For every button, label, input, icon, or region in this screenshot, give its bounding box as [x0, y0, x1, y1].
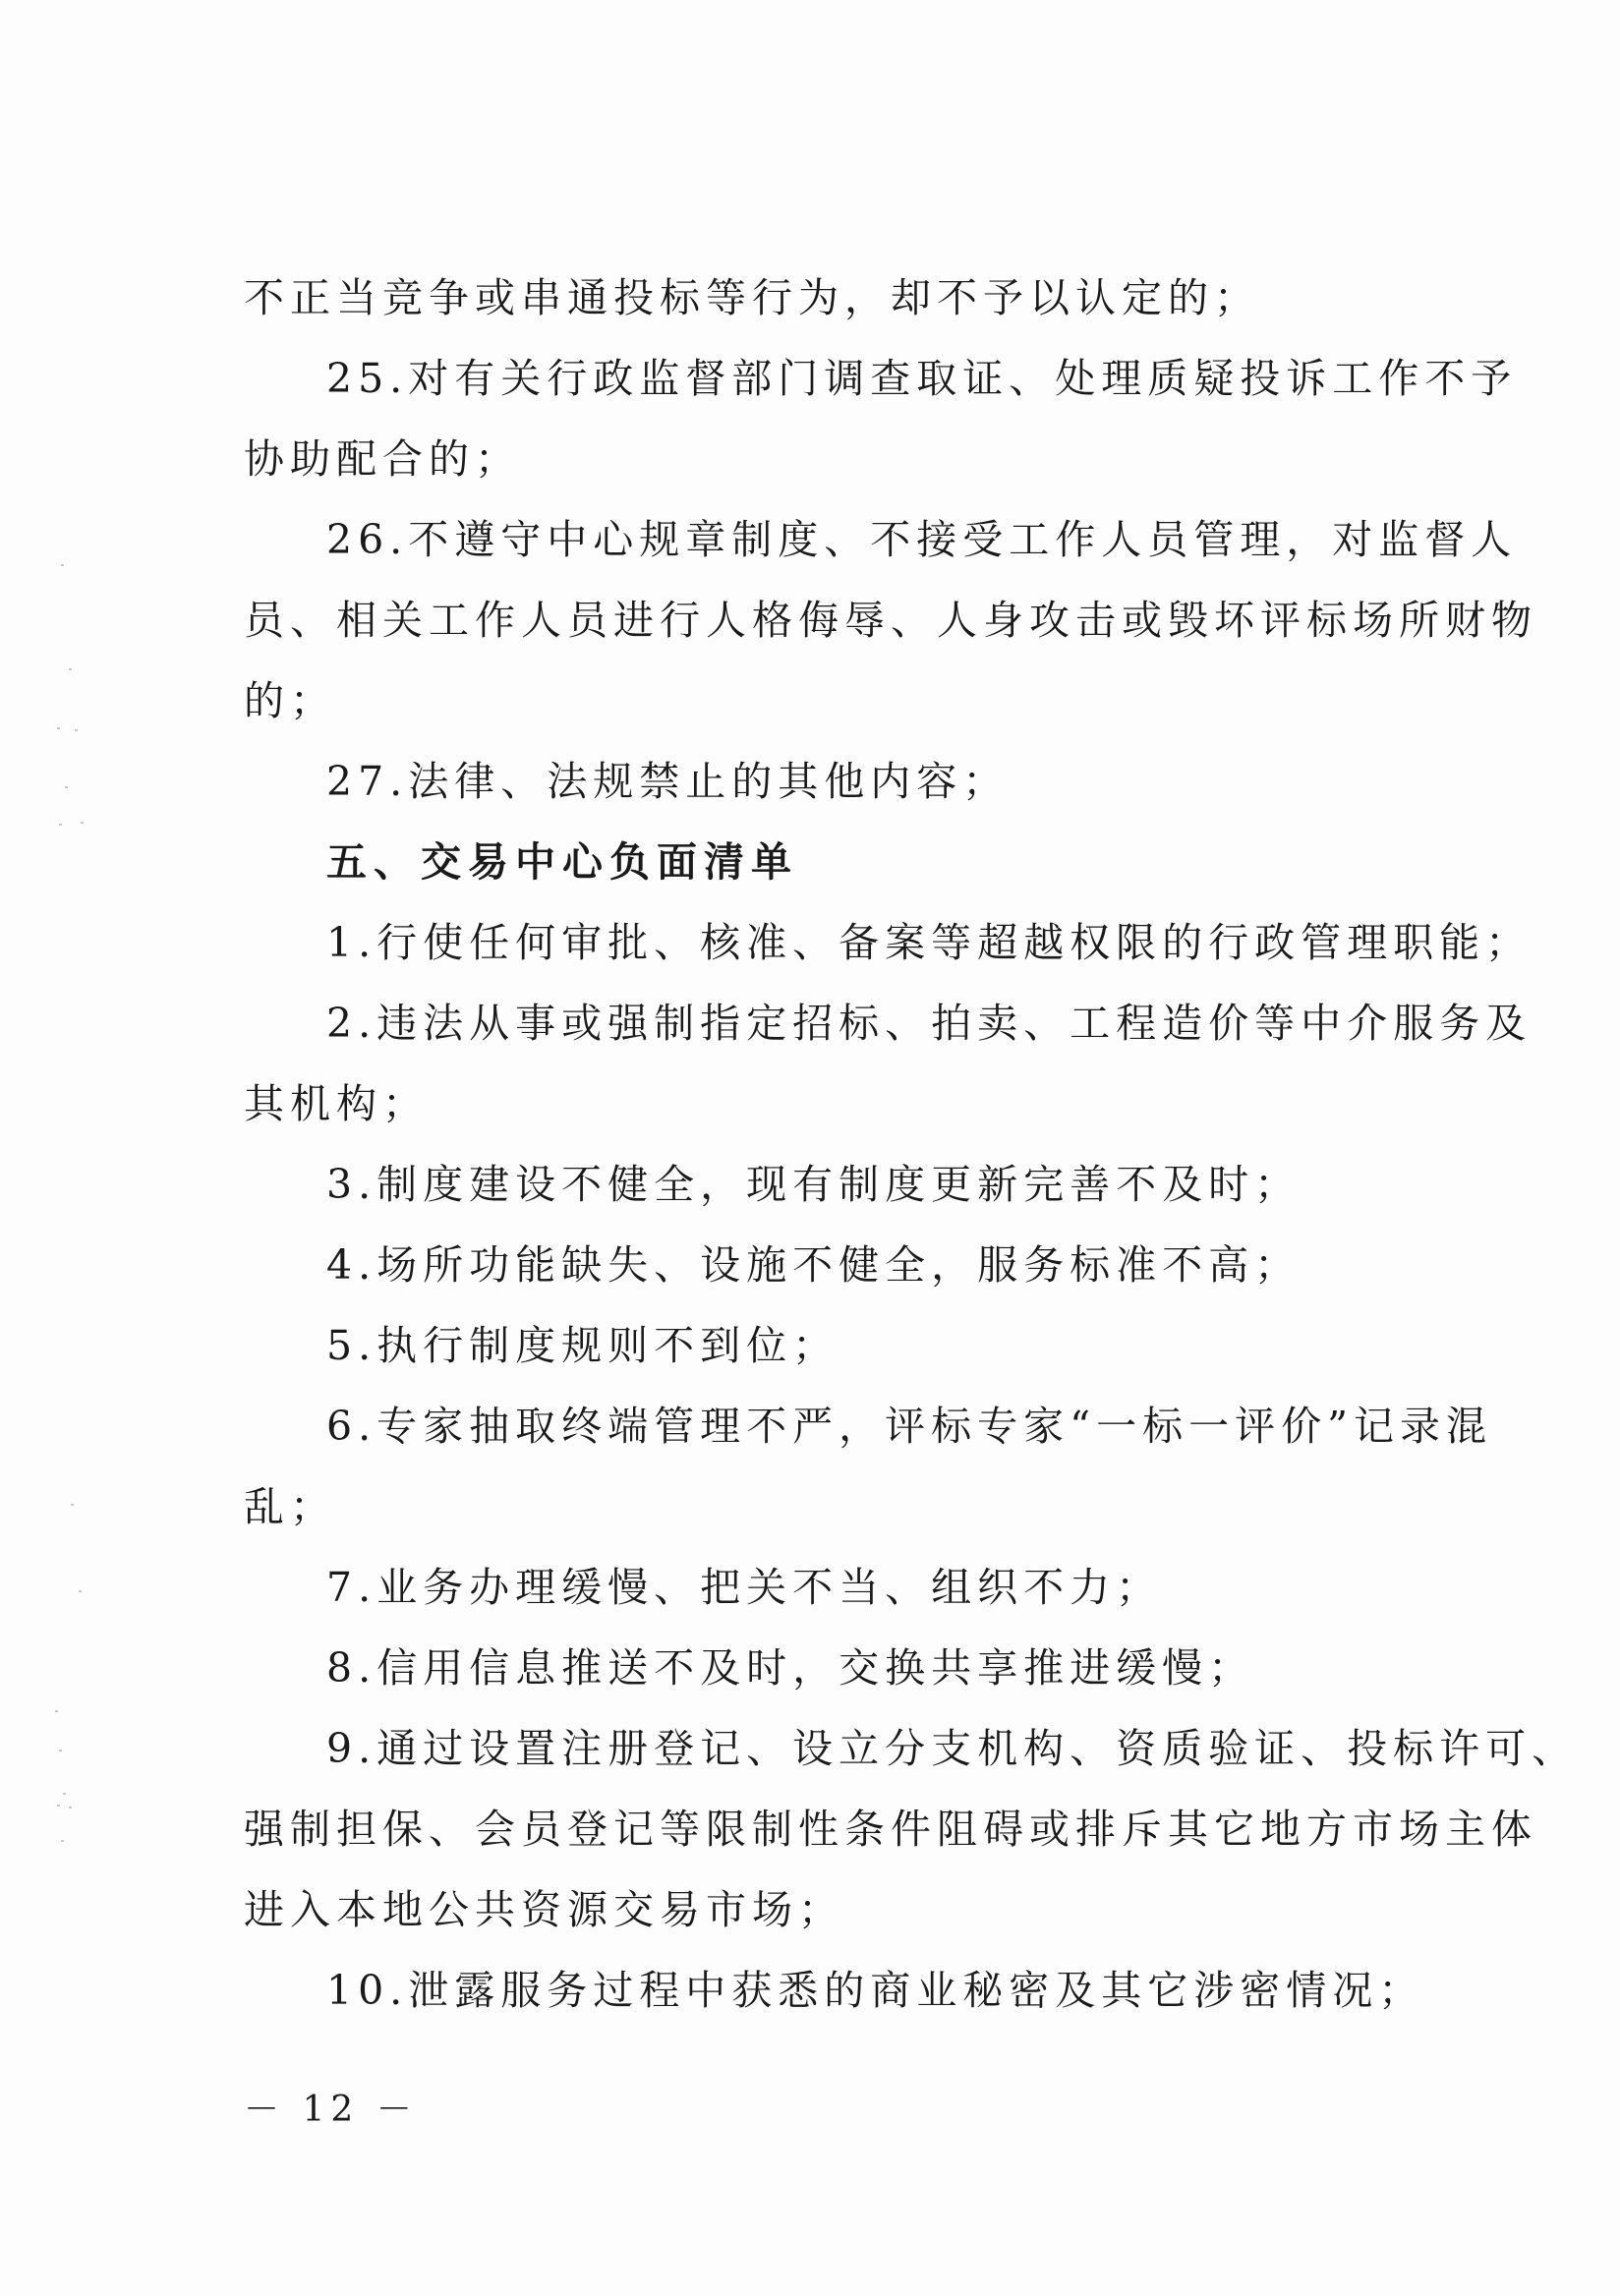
- text-line: 2.违法从事或强制指定招标、拍卖、工程造价等中介服务及: [326, 1000, 1533, 1047]
- text-line: 6.专家抽取终端管理不严，评标专家“一标一评价”记录混: [326, 1403, 1493, 1450]
- text-line: 5.执行制度规则不到位；: [326, 1322, 839, 1369]
- text-line: 26.不遵守中心规章制度、不接受工作人员管理，对监督人: [326, 516, 1518, 563]
- text-line: 8.信用信息推送不及时，交换共享推进缓慢；: [326, 1644, 1255, 1692]
- text-line: 协助配合的；: [244, 435, 521, 483]
- text-line: 强制担保、会员登记等限制性条件阻碍或排斥其它地方市场主体: [244, 1806, 1537, 1853]
- text-line: 进入本地公共资源交易市场；: [244, 1886, 844, 1933]
- text-line: 3.制度建设不健全，现有制度更新完善不及时；: [326, 1161, 1302, 1208]
- text-line: 4.场所功能缺失、设施不健全，服务标准不高；: [326, 1241, 1302, 1289]
- text-line: 1.行使任何审批、核准、备案等超越权限的行政管理职能；: [326, 919, 1533, 966]
- text-line: 7.业务办理缓慢、把关不当、组织不力；: [326, 1564, 1163, 1611]
- text-line: 9.通过设置注册登记、设立分支机构、资质验证、投标许可、: [326, 1725, 1579, 1772]
- text-line: 不正当竞争或串通投标等行为，却不予以认定的；: [244, 274, 1260, 321]
- page-number: － 12 －: [244, 2090, 418, 2130]
- text-line: 乱；: [244, 1483, 336, 1530]
- text-line: 其机构；: [244, 1080, 429, 1127]
- text-line: 员、相关工作人员进行人格侮辱、人身攻击或毁坏评标场所财物: [244, 597, 1537, 644]
- text-line: 27.法律、法规禁止的其他内容；: [326, 758, 1010, 805]
- text-line: 的；: [244, 677, 336, 724]
- document-body: [244, 258, 1579, 2031]
- text-line: 10.泄露服务过程中获悉的商业秘密及其它涉密情况；: [326, 1967, 1425, 2014]
- text-line: 25.对有关行政监督部门调查取证、处理质疑投诉工作不予: [326, 355, 1518, 402]
- section-heading: 五、交易中心负面清单: [326, 838, 798, 886]
